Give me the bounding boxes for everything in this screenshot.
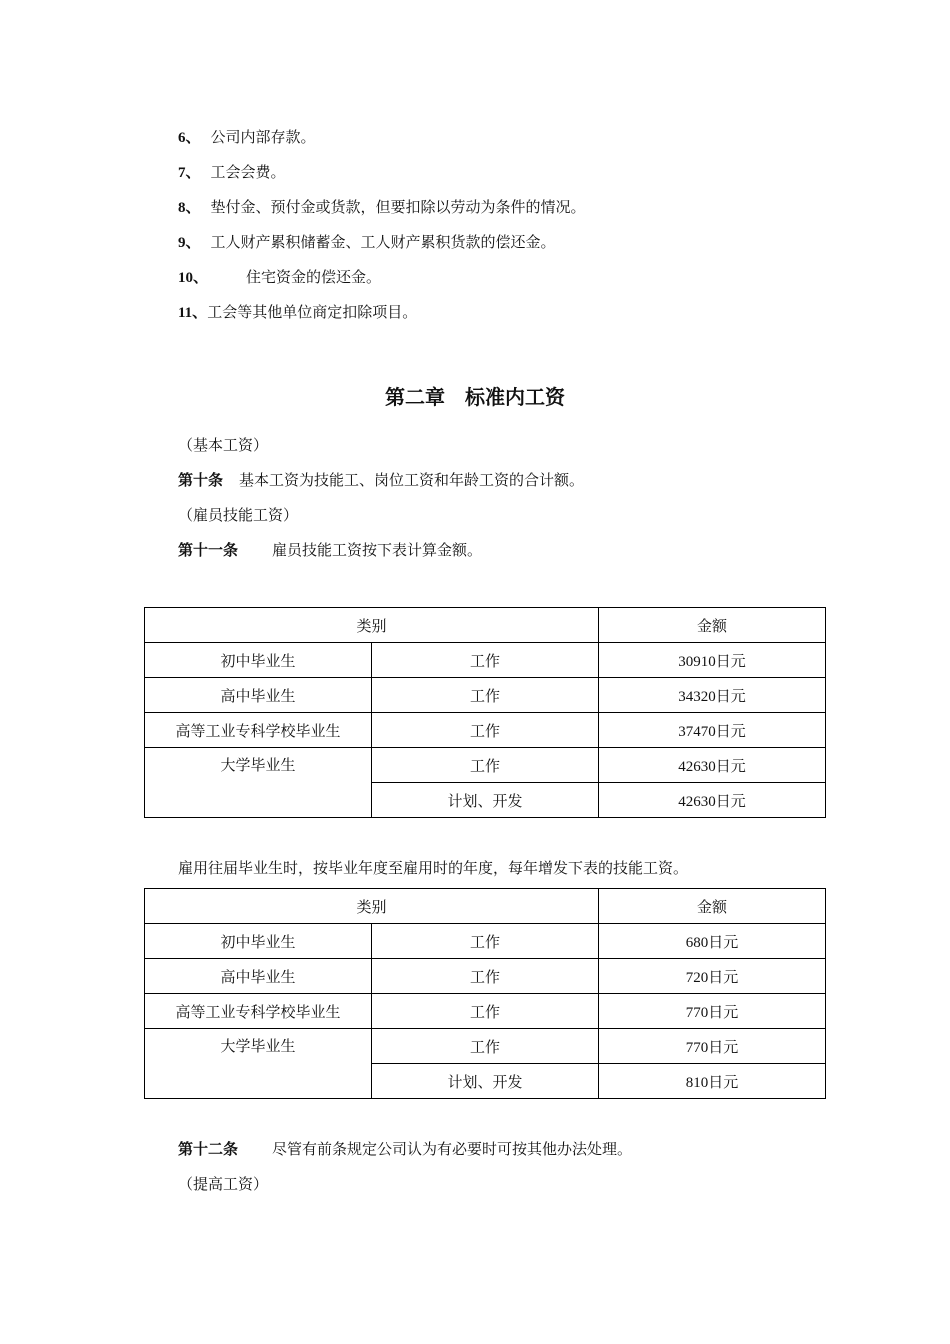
list-item [178, 267, 381, 288]
amount-cell: 42630日元 [599, 748, 826, 783]
table-header-row [145, 889, 826, 924]
type-cell: 工作 [372, 924, 599, 959]
type-cell: 工作 [372, 959, 599, 994]
list-text: 公司内部存款。 [210, 128, 316, 146]
section-heading-skill: （雇员技能工资） [178, 506, 299, 524]
article-12 [178, 1139, 632, 1159]
list-number: 11、 [178, 305, 208, 321]
article-text: 基本工资为技能工、岗位工资和年龄工资的合计额。 [239, 471, 585, 489]
amount-cell: 720日元 [599, 959, 826, 994]
list-item [178, 302, 417, 323]
skill-wage-table [144, 607, 826, 818]
table-header-row [145, 608, 826, 643]
edu-cell: 大学毕业生 [145, 748, 372, 818]
header-amount: 金额 [599, 889, 826, 924]
article-11 [178, 540, 482, 560]
list-text: 工人财产累积储蓄金、工人财产累积货款的偿还金。 [210, 233, 556, 251]
chapter-title: 第二章 标准内工资 [385, 385, 565, 409]
edu-cell: 高等工业专科学校毕业生 [145, 994, 372, 1029]
paragraph-hire: 雇用往届毕业生时，按毕业年度至雇用时的年度，每年增发下表的技能工资。 [178, 859, 689, 877]
edu-cell: 高等工业专科学校毕业生 [145, 713, 372, 748]
type-cell: 工作 [372, 643, 599, 678]
type-cell: 计划、开发 [372, 1064, 599, 1099]
amount-cell: 34320日元 [599, 678, 826, 713]
article-text: 雇员技能工资按下表计算金额。 [272, 541, 483, 559]
table-row [145, 924, 826, 959]
edu-cell: 初中毕业生 [145, 924, 372, 959]
list-number: 8、 [178, 200, 201, 216]
amount-cell: 30910日元 [599, 643, 826, 678]
table-row [145, 994, 826, 1029]
list-text: 工会会费。 [210, 163, 286, 181]
list-text: 住宅资金的偿还金。 [246, 268, 382, 286]
table-row [145, 678, 826, 713]
table-row [145, 959, 826, 994]
edu-cell: 高中毕业生 [145, 959, 372, 994]
type-cell: 工作 [372, 713, 599, 748]
list-number: 7、 [178, 165, 201, 181]
table-row [145, 748, 826, 783]
amount-cell: 810日元 [599, 1064, 826, 1099]
amount-cell: 42630日元 [599, 783, 826, 818]
article-label: 第十条 [178, 471, 224, 489]
type-cell: 工作 [372, 1029, 599, 1064]
header-amount: 金额 [599, 608, 826, 643]
section-heading-basic: （基本工资） [178, 436, 269, 454]
article-label: 第十一条 [178, 541, 239, 559]
list-text: 垫付金、预付金或货款，但要扣除以劳动为条件的情况。 [210, 198, 586, 216]
type-cell: 工作 [372, 748, 599, 783]
amount-cell: 770日元 [599, 994, 826, 1029]
list-number: 6、 [178, 130, 201, 146]
amount-cell: 680日元 [599, 924, 826, 959]
edu-cell: 大学毕业生 [145, 1029, 372, 1099]
type-cell: 工作 [372, 994, 599, 1029]
list-item [178, 127, 316, 148]
header-category: 类别 [145, 608, 599, 643]
amount-cell: 770日元 [599, 1029, 826, 1064]
list-number: 9、 [178, 235, 201, 251]
header-category: 类别 [145, 889, 599, 924]
table-row [145, 713, 826, 748]
edu-cell: 初中毕业生 [145, 643, 372, 678]
annual-increment-table [144, 888, 826, 1099]
list-text: 工会等其他单位商定扣除项目。 [207, 303, 418, 321]
table-row [145, 1029, 826, 1064]
section-heading-raise: （提高工资） [178, 1175, 269, 1193]
list-item [178, 197, 586, 218]
article-10 [178, 470, 584, 490]
table-row [145, 643, 826, 678]
article-text: 尽管有前条规定公司认为有必要时可按其他办法处理。 [272, 1140, 633, 1158]
list-item [178, 162, 286, 183]
list-item [178, 232, 556, 253]
edu-cell: 高中毕业生 [145, 678, 372, 713]
article-label: 第十二条 [178, 1140, 239, 1158]
type-cell: 工作 [372, 678, 599, 713]
amount-cell: 37470日元 [599, 713, 826, 748]
type-cell: 计划、开发 [372, 783, 599, 818]
list-number: 10、 [178, 270, 209, 286]
